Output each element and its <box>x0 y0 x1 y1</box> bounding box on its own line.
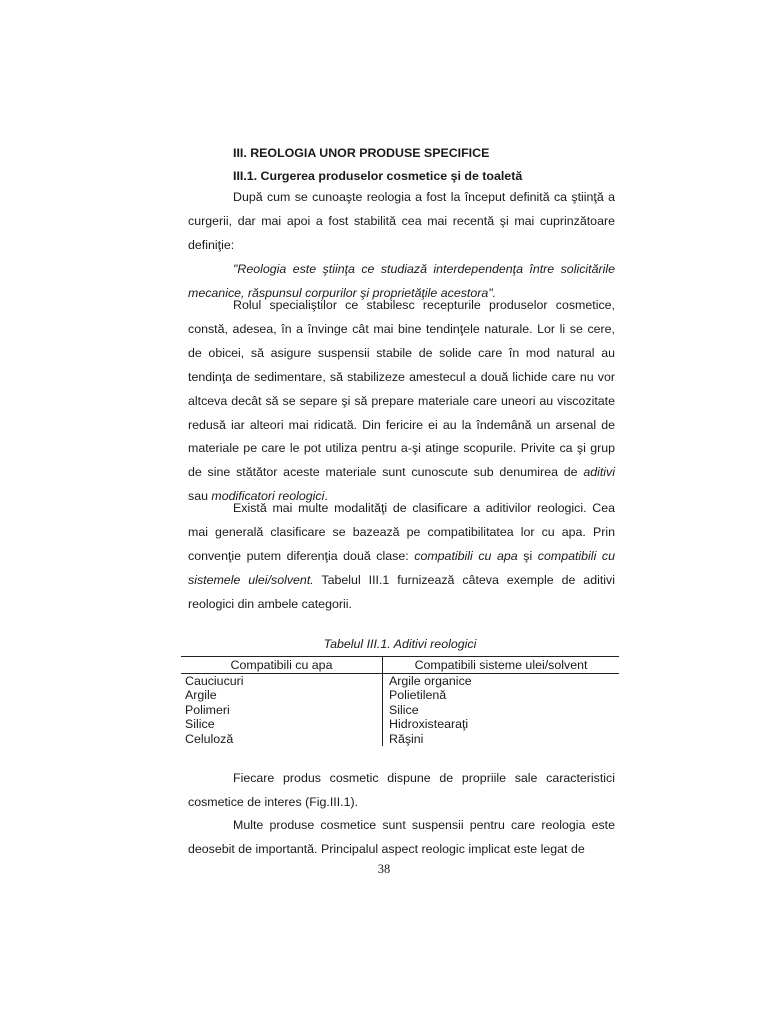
paragraph-text: Rolul specialiştilor ce stabilesc recepturile produselor cosmetice, constă, adesea, în a învinge cât mai bine tendinţele naturale. Lor li se cere, de obicei, să asigure suspensii stabile de solide care în mod natural au tendinţa de sedimentare, să stabilizeze amestecul a două lichide care nu vor altceva decât să se separe şi să prepare materiale care uneori au viscozitate redusă iar alteori mai ridicată. Din fericire ei au la îndemână un arsenal de materiale pe care le pot utiliza pentru a-şi atinge scopurile. Privite ca şi grup de sine stătător aceste materiale sunt cunoscute sub denumirea de <box>188 298 615 480</box>
emphasis-oil-compatible: compatibili cu sistemele ulei/solvent. <box>188 548 615 587</box>
table-cell: Argile organice <box>389 673 472 688</box>
table-cell: Silice <box>389 702 419 717</box>
table-cell: Argile <box>181 688 383 703</box>
table-header-oil: Compatibili sisteme ulei/solvent <box>383 657 620 674</box>
table-caption: Tabelul III.1. Aditivi reologici <box>323 637 477 651</box>
paragraph-text: Există mai multe modalităţi de clasificare a aditivilor reologici. Cea mai generală clasificare se bazează pe compatibilitatea lor cu apa. Prin convenţie putem diferenţia două clase: <box>188 501 615 563</box>
table-header-water: Compatibili cu apa <box>181 657 383 674</box>
section-title: III. REOLOGIA UNOR PRODUSE SPECIFICE <box>233 146 490 160</box>
table-header-row <box>181 657 619 674</box>
emphasis-water-compatible: compatibili cu apa <box>414 548 518 563</box>
table-cell: Cauciucuri <box>181 673 383 688</box>
table-cell: Răşini <box>389 731 424 746</box>
paragraph-definition-quote: "Reologia este ştiinţa ce studiază interdependenţa între solicitările mecanice, răspunsul corpurilor şi proprietăţile acestora". <box>188 262 615 300</box>
additives-table <box>181 656 619 746</box>
table-row <box>181 673 619 688</box>
table-row <box>181 688 619 703</box>
paragraph-definition-intro: După cum se cunoaşte reologia a fost la început definită ca ştiinţă a curgerii, dar mai apoi a fost stabilită cea mai recentă şi mai cuprinzătoare definiţie: <box>188 190 615 252</box>
paragraph-text: Tabelul III.1 furnizează câteva exemple de aditivi reologici din ambele categorii. <box>188 572 615 611</box>
table-row <box>181 717 619 732</box>
paragraph-characteristics: Fiecare produs cosmetic dispune de propriile sale caracteristici cosmetice de interes (Fig.III.1). <box>188 771 615 809</box>
paragraph-text: . <box>324 489 328 504</box>
page-number: 38 <box>377 862 391 876</box>
table-row <box>181 732 619 747</box>
table-cell: Polietilenă <box>389 688 447 702</box>
table-cell: Polimeri <box>181 703 383 718</box>
paragraph-suspensions: Multe produse cosmetice sunt suspensii pentru care reologia este deosebit de importantă. Principalul aspect reologic implicat este legat de <box>188 818 615 856</box>
emphasis-aditivi: aditivi <box>583 465 615 480</box>
table-cell: Silice <box>181 717 383 732</box>
table-cell: Celuloză <box>181 732 383 747</box>
paragraph-text: şi <box>517 548 538 563</box>
emphasis-modificatori: modificatori reologici <box>211 489 325 504</box>
subsection-title: III.1. Curgerea produselor cosmetice şi de toaletă <box>233 169 523 183</box>
paragraph-specialists-role <box>188 294 615 509</box>
paragraph-classification <box>188 497 615 617</box>
paragraph-text: sau <box>188 489 212 504</box>
table-cell: Hidroxistearaţi <box>389 717 469 731</box>
table-row <box>181 703 619 718</box>
